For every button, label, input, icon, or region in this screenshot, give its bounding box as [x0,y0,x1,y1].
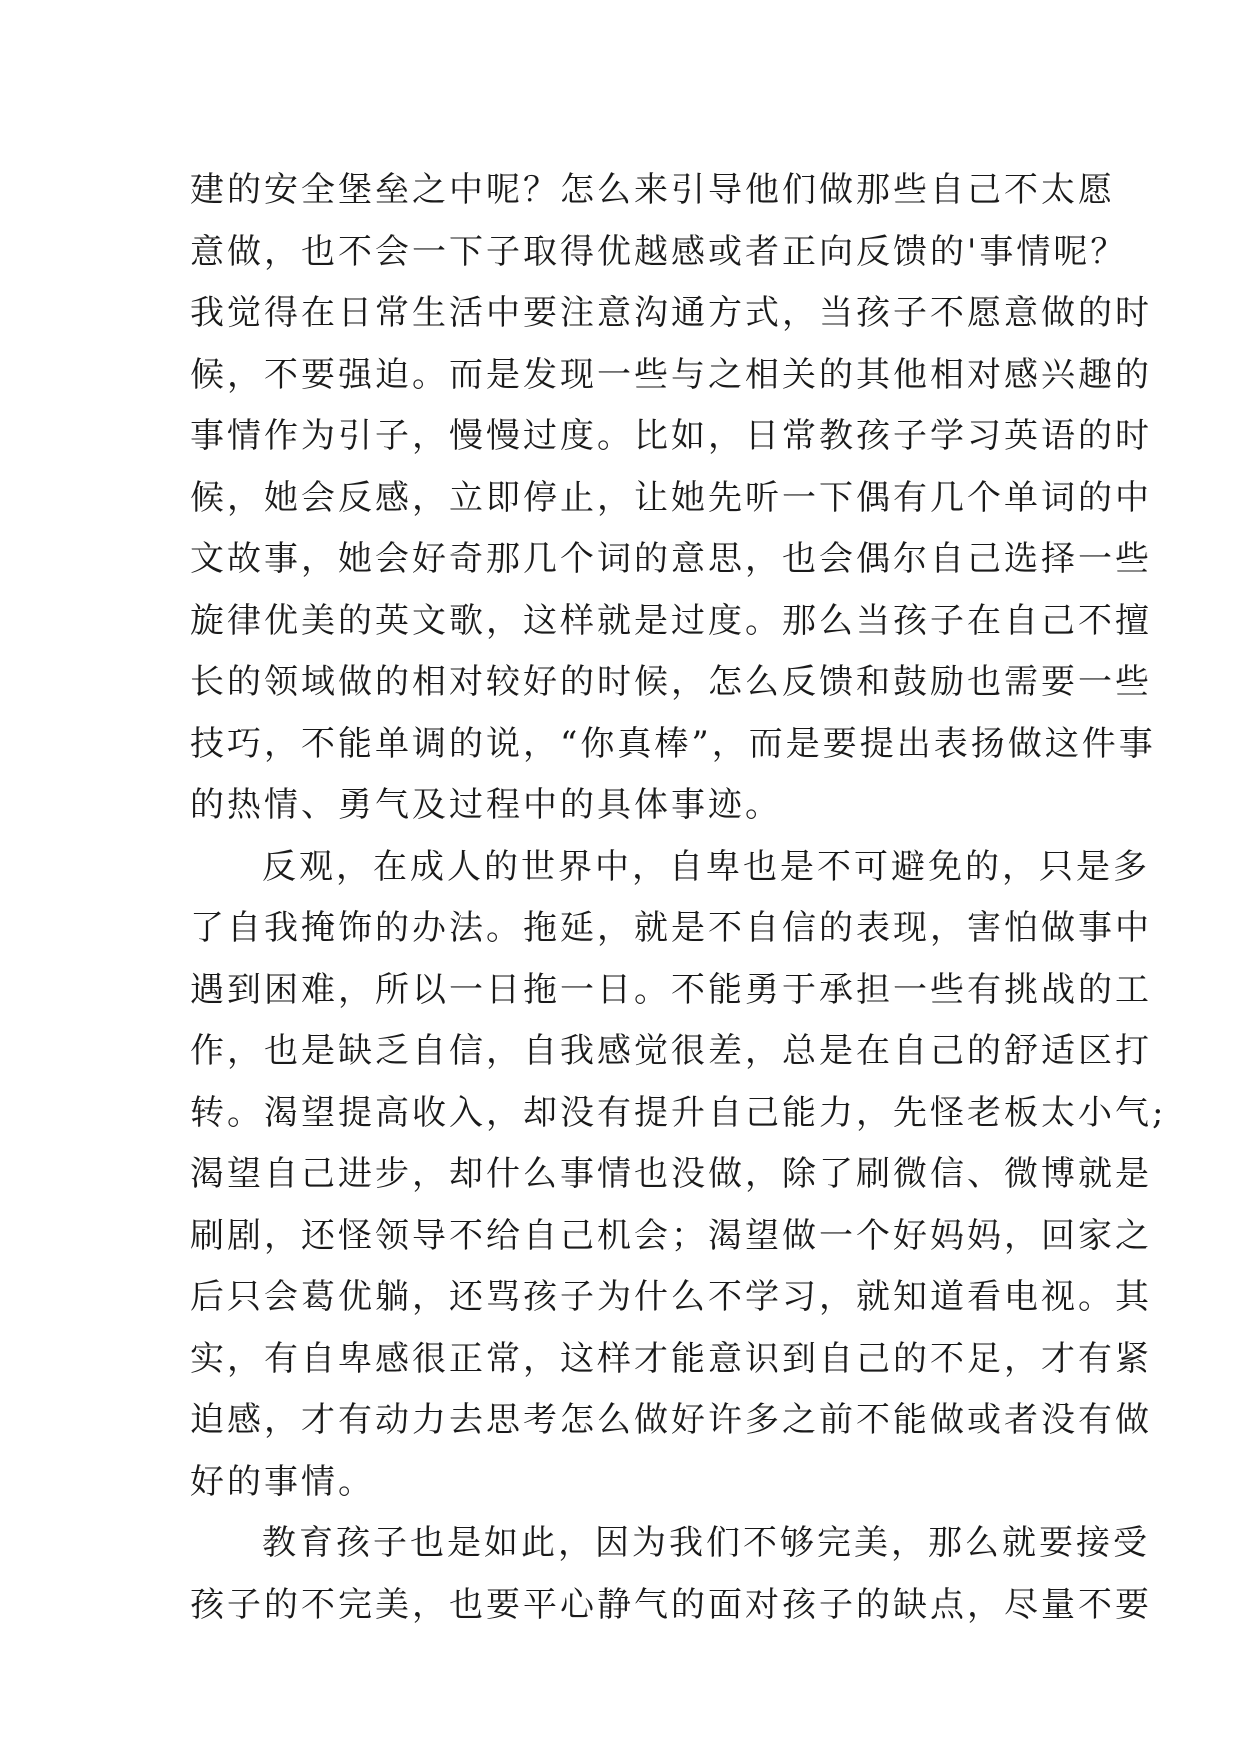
text-line: 好的事情。 [190,1461,375,1502]
text-line: 意做，也不会一下子取得优越感或者正向反馈的'事情呢？ [190,231,1128,272]
text-line: 旋律优美的英文歌，这样就是过度。那么当孩子在自己不擅 [190,600,1152,641]
text-line: 渴望自己进步，却什么事情也没做，除了刷微信、微博就是 [190,1154,1152,1194]
text-line: 建的安全堡垒之中呢？怎么来引导他们做那些自己不太愿 [190,170,1115,210]
body-text [190,160,1167,1636]
text-line: 事情作为引子，慢慢过度。比如，日常教孩子学习英语的时 [190,416,1152,456]
paragraph-2 [190,837,1167,1514]
text-line: 刷剧，还怪领导不给自己机会；渴望做一个好妈妈，回家之 [190,1215,1152,1256]
paragraph-3 [190,1513,1152,1636]
paragraph-1 [190,160,1156,837]
text-line: 反观，在成人的世界中，自卑也是不可避免的，只是多 [262,846,1150,887]
text-line: 实，有自卑感很正常，这样才能意识到自己的不足，才有紧 [190,1338,1152,1379]
text-line: 文故事，她会好奇那几个词的意思，也会偶尔自己选择一些 [190,539,1152,579]
text-line: 了自我掩饰的办法。拖延，就是不自信的表现，害怕做事中 [190,908,1152,948]
text-line: 迫感，才有动力去思考怎么做好许多之前不能做或者没有做 [190,1400,1152,1440]
text-line: 我觉得在日常生活中要注意沟通方式，当孩子不愿意做的时 [190,293,1152,333]
text-line: 教育孩子也是如此，因为我们不够完美，那么就要接受 [262,1523,1150,1563]
text-line: 候，她会反感，立即停止，让她先听一下偶有几个单词的中 [190,477,1152,518]
text-line: 长的领域做的相对较好的时候，怎么反馈和鼓励也需要一些 [190,662,1152,702]
text-line: 技巧，不能单调的说，“你真棒”，而是要提出表扬做这件事 [190,723,1156,764]
text-line: 作，也是缺乏自信，自我感觉很差，总是在自己的舒适区打 [190,1031,1152,1071]
text-line: 遇到困难，所以一日拖一日。不能勇于承担一些有挑战的工 [190,969,1152,1010]
text-line: 转。渴望提高收入，却没有提升自己能力，先怪老板太小气; [190,1092,1167,1133]
text-line: 孩子的不完美，也要平心静气的面对孩子的缺点，尽量不要 [190,1584,1152,1625]
text-line: 候，不要强迫。而是发现一些与之相关的其他相对感兴趣的 [190,354,1152,395]
text-line: 后只会葛优躺，还骂孩子为什么不学习，就知道看电视。其 [190,1277,1152,1317]
text-line: 的热情、勇气及过程中的具体事迹。 [190,785,782,825]
